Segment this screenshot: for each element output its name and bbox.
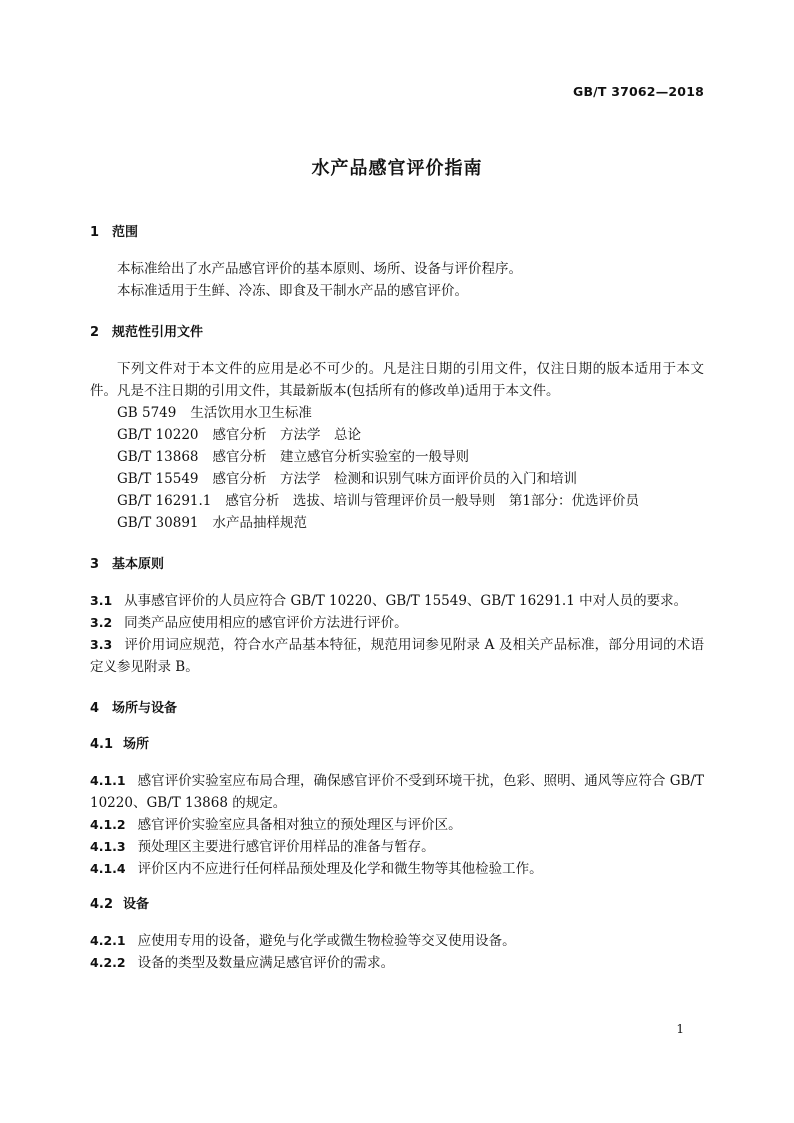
reference-item (90, 490, 704, 512)
clause (90, 612, 704, 634)
clause-number: 3.3 (90, 637, 113, 652)
clause-number: 4.2.2 (90, 955, 126, 970)
clause-text: 应使用专用的设备，避免与化学或微生物检验等交叉使用设备。 (137, 933, 516, 949)
clause (90, 590, 704, 612)
section-number: 4 (90, 701, 100, 716)
section-title: 范围 (112, 225, 139, 240)
reference-item (90, 424, 704, 446)
section-number: 1 (90, 225, 100, 240)
reference-item (90, 402, 704, 424)
clause (90, 836, 704, 858)
clause (90, 814, 704, 836)
reference-title: 感官分析 方法学 总论 (212, 427, 361, 443)
clause-number: 4.1.2 (90, 817, 126, 832)
clause-text: 从事感官评价的人员应符合 GB/T 10220、GB/T 15549、GB/T 16291.1 中对人员的要求。 (124, 593, 688, 609)
reference-code: GB 5749 (117, 405, 177, 421)
clause (90, 770, 704, 814)
paragraph: 本标准给出了水产品感官评价的基本原则、场所、设备与评价程序。 (117, 261, 522, 277)
reference-title: 生活饮用水卫生标准 (190, 405, 312, 421)
clause-text: 评价区内不应进行任何样品预处理及化学和微生物等其他检验工作。 (137, 861, 543, 877)
reference-title: 感官分析 选拔、培训与管理评价员一般导则 第1部分：优选评价员 (225, 493, 639, 509)
reference-title: 感官分析 建立感官分析实验室的一般导则 (212, 449, 469, 465)
reference-title: 水产品抽样规范 (212, 515, 307, 531)
reference-code: GB/T 16291.1 (117, 493, 212, 509)
section-heading-3 (90, 554, 704, 576)
document-body (90, 222, 704, 974)
section-heading-1 (90, 222, 704, 244)
clause-text: 评价用词应规范，符合水产品基本特征，规范用词参见附录 A 及相关产品标准，部分用词的术语定义参见附录 B。 (90, 637, 704, 675)
clause-text: 感官评价实验室应具备相对独立的预处理区与评价区。 (137, 817, 462, 833)
reference-code: GB/T 15549 (117, 471, 199, 487)
section-number: 3 (90, 557, 100, 572)
reference-code: GB/T 10220 (117, 427, 199, 443)
clause-number: 3.2 (90, 615, 113, 630)
clause (90, 930, 704, 952)
clause (90, 634, 704, 678)
subsection-heading-4-1 (90, 734, 704, 756)
clause-number: 4.1.3 (90, 839, 126, 854)
subsection-heading-4-2 (90, 894, 704, 916)
paragraph: 下列文件对于本文件的应用是必不可少的。凡是注日期的引用文件，仅注日期的版本适用于本文件。凡是不注日期的引用文件，其最新版本(包括所有的修改单)适用于本文件。 (90, 361, 704, 399)
reference-item (90, 512, 704, 534)
document-title: 水产品感官评价指南 (311, 158, 483, 179)
clause-text: 同类产品应使用相应的感官评价方法进行评价。 (124, 615, 408, 631)
section-heading-2 (90, 322, 704, 344)
subsection-number: 4.2 (90, 897, 114, 912)
clause-number: 3.1 (90, 593, 113, 608)
clause-text: 感官评价实验室应布局合理，确保感官评价不受到环境干扰，色彩、照明、通风等应符合 GB/T 10220、GB/T 13868 的规定。 (90, 773, 704, 811)
section-heading-4 (90, 698, 704, 720)
clause-number: 4.2.1 (90, 933, 126, 948)
reference-item (90, 446, 704, 468)
reference-item (90, 468, 704, 490)
clause (90, 952, 704, 974)
clause-text: 预处理区主要进行感官评价用样品的准备与暂存。 (137, 839, 435, 855)
clause (90, 858, 704, 880)
subsection-title: 场所 (123, 737, 150, 752)
clause-number: 4.1.1 (90, 773, 126, 788)
section-number: 2 (90, 325, 100, 340)
subsection-title: 设备 (123, 897, 150, 912)
clause-number: 4.1.4 (90, 861, 126, 876)
paragraph: 本标准适用于生鲜、冷冻、即食及干制水产品的感官评价。 (117, 283, 468, 299)
section-title: 场所与设备 (112, 701, 178, 716)
page-number: 1 (676, 1022, 684, 1036)
reference-title: 感官分析 方法学 检测和识别气味方面评价员的入门和培训 (212, 471, 577, 487)
subsection-number: 4.1 (90, 737, 114, 752)
standard-code: GB/T 37062—2018 (572, 84, 704, 99)
section-title: 基本原则 (112, 557, 165, 572)
clause-text: 设备的类型及数量应满足感官评价的需求。 (137, 955, 395, 971)
section-title: 规范性引用文件 (112, 325, 204, 340)
reference-code: GB/T 30891 (117, 515, 199, 531)
reference-code: GB/T 13868 (117, 449, 199, 465)
